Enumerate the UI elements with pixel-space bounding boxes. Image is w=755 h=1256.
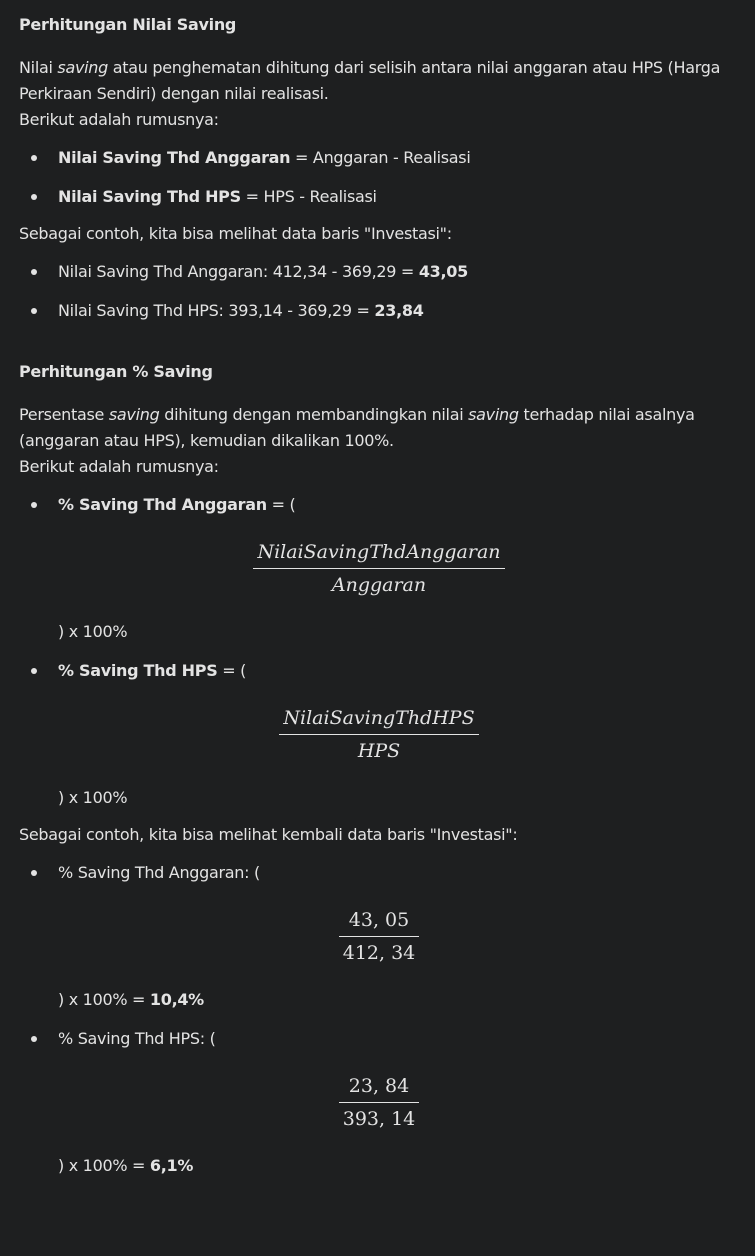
fraction-numerator: NilaiSavingThdHPS — [283, 707, 475, 729]
formula-lead: Berikut adalah rumusnya: — [19, 110, 219, 129]
formula-list — [19, 145, 739, 210]
math-fraction — [19, 704, 739, 765]
percent-formula-list — [19, 492, 739, 811]
example-list — [19, 259, 739, 324]
list-item: Nilai Saving Thd Anggaran = Anggaran - Realisasi — [19, 145, 739, 171]
fraction-denominator: HPS — [279, 734, 478, 765]
example-lead: Sebagai contoh, kita bisa melihat kembali data baris "Investasi": — [19, 825, 518, 844]
section-title-nilai-saving: Perhitungan Nilai Saving — [19, 15, 237, 34]
list-item: Nilai Saving Thd HPS = HPS - Realisasi — [19, 184, 739, 210]
formula-lead: Berikut adalah rumusnya: — [19, 457, 219, 476]
math-fraction — [19, 1072, 739, 1133]
fraction-numerator: 23, 84 — [348, 1075, 410, 1097]
fraction-denominator: Anggaran — [253, 568, 504, 599]
math-fraction — [19, 538, 739, 599]
paragraph-intro-persen: Persentase saving dihitung dengan membandingkan nilai saving terhadap nilai asalnya (anggaran atau HPS), kemudian dikalikan 100%. — [19, 405, 695, 450]
list-item: % Saving Thd HPS = ( $\frac{\text{NilaiSavingThdHPS}}{\text{HPS}}$ ) x 100% — [19, 658, 739, 811]
list-item: % Saving Thd Anggaran = ( $\frac{\text{NilaiSavingThdAnggaran}}{\text{Anggaran}}$ ) x 100% — [19, 492, 739, 645]
list-item: % Saving Thd HPS: ( $\frac{23, 84}{393, 14}$ ) x 100% = 6,1% — [19, 1026, 739, 1179]
percent-example-list — [19, 860, 739, 1179]
fraction-denominator: 393, 14 — [339, 1102, 420, 1133]
fraction-numerator: 43, 05 — [348, 909, 410, 931]
section-title-persen-saving: Perhitungan % Saving — [19, 362, 213, 381]
paragraph-intro-saving: Nilai saving atau penghematan dihitung dari selisih antara nilai anggaran atau HPS (Harga Perkiraan Sendiri) dengan nilai realisasi. — [19, 58, 721, 103]
fraction-denominator: 412, 34 — [339, 936, 420, 967]
fraction-numerator: NilaiSavingThdAnggaran — [257, 541, 501, 563]
list-item: % Saving Thd Anggaran: ( $\frac{43, 05}{412, 34}$ ) x 100% = 10,4% — [19, 860, 739, 1013]
math-fraction — [19, 906, 739, 967]
response-content — [19, 12, 739, 1179]
list-item: Nilai Saving Thd HPS: 393,14 - 369,29 = 23,84 — [19, 298, 739, 324]
list-item: Nilai Saving Thd Anggaran: 412,34 - 369,29 = 43,05 — [19, 259, 739, 285]
example-lead: Sebagai contoh, kita bisa melihat data baris "Investasi": — [19, 224, 452, 243]
